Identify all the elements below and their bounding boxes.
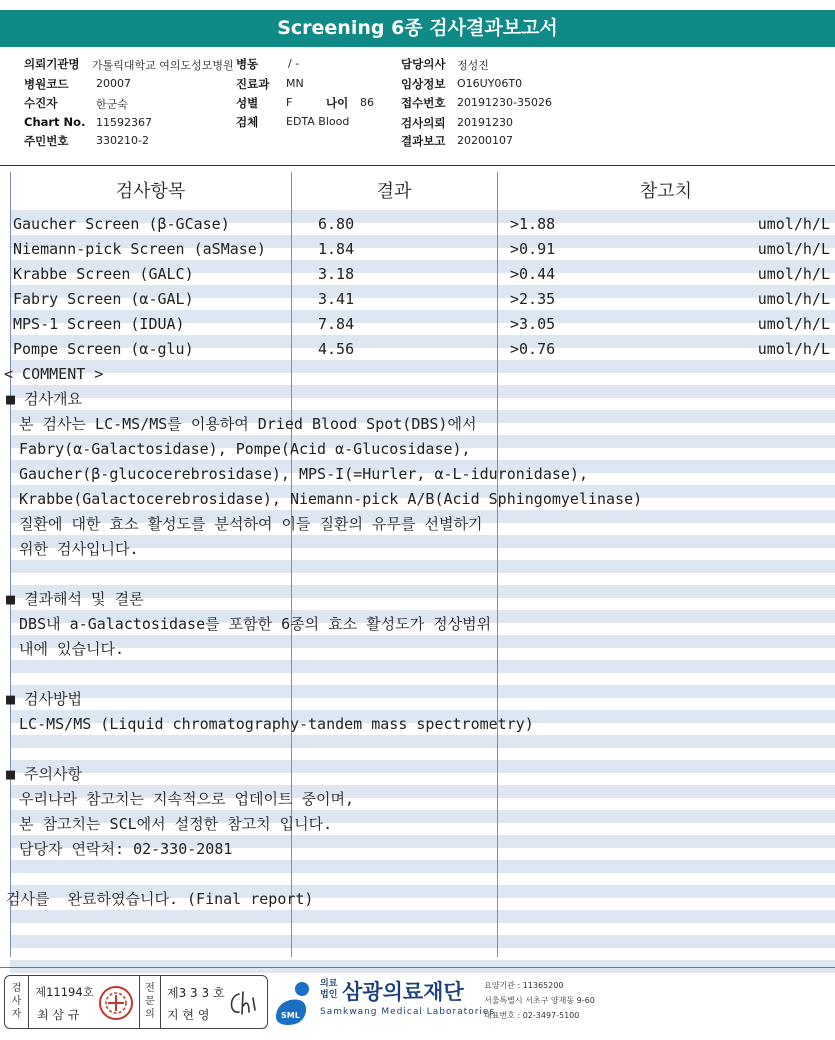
specialist-name: 지 현 영 bbox=[167, 1008, 210, 1022]
patient-info bbox=[0, 56, 835, 156]
request-value: 20191230 bbox=[457, 116, 513, 129]
test-unit: umol/h/L bbox=[757, 315, 830, 333]
test-reference-value: >2.35 bbox=[510, 290, 556, 308]
test-result-value: 1.84 bbox=[318, 240, 355, 258]
age-value: 86 bbox=[360, 96, 374, 109]
examiner-seal bbox=[97, 984, 135, 1022]
rrn-label: 주민번호 bbox=[24, 134, 69, 148]
institution-label: 의뢰기관명 bbox=[24, 57, 80, 71]
examiner-license: 제11194호 bbox=[35, 985, 94, 999]
test-unit: umol/h/L bbox=[757, 265, 830, 283]
doctor-value: 정성진 bbox=[457, 59, 489, 72]
footer-divider bbox=[0, 967, 835, 968]
doctor-label: 담당의사 bbox=[401, 57, 446, 71]
org-code: 요양기관 : 11365200 bbox=[484, 981, 564, 990]
sex-label: 성별 bbox=[236, 96, 259, 110]
comment-line: 검사를 완료하였습니다. (Final report) bbox=[6, 890, 314, 908]
row-band bbox=[10, 560, 835, 573]
result-table bbox=[0, 172, 835, 957]
header-reference: 참고치 bbox=[639, 181, 693, 202]
clinical-label: 임상정보 bbox=[401, 77, 446, 91]
row-band bbox=[10, 935, 835, 948]
test-result-value: 3.41 bbox=[318, 290, 355, 308]
test-unit: umol/h/L bbox=[757, 340, 830, 358]
test-item-name: Gaucher Screen (β-GCase) bbox=[13, 215, 230, 233]
comment-line: 위한 검사입니다. bbox=[10, 540, 139, 558]
test-reference-value: >1.88 bbox=[510, 215, 556, 233]
comment-line: 담당자 연락처: 02-330-2081 bbox=[10, 840, 233, 858]
comment-line: 질환에 대한 효소 활성도를 분석하여 이들 질환의 유무를 선별하기 bbox=[10, 515, 483, 533]
sml-logo-text: SML bbox=[281, 1011, 300, 1020]
test-unit: umol/h/L bbox=[757, 290, 830, 308]
comment-line: Gaucher(β-glucocerebrosidase), MPS-I(=Hurler, α-L-iduronidase), bbox=[10, 465, 588, 483]
specimen-label: 검체 bbox=[236, 115, 259, 129]
table-column-divider bbox=[291, 172, 292, 957]
chart-value: 11592367 bbox=[96, 116, 152, 129]
age-label: 나이 bbox=[326, 96, 349, 110]
comment-line: ■ 검사개요 bbox=[6, 390, 83, 408]
test-unit: umol/h/L bbox=[757, 215, 830, 233]
report-date-value: 20200107 bbox=[457, 134, 513, 147]
row-band bbox=[10, 635, 835, 648]
receipt-value: 20191230-35026 bbox=[457, 96, 552, 109]
rrn-value: 330210-2 bbox=[96, 134, 149, 147]
sml-logo-icon bbox=[272, 977, 314, 1027]
header-item: 검사항목 bbox=[115, 181, 186, 202]
dept-value: MN bbox=[286, 77, 304, 90]
table-column-divider bbox=[497, 172, 498, 957]
report-date-label: 결과보고 bbox=[401, 134, 446, 148]
comment-line: ■ 결과해석 및 결론 bbox=[6, 590, 144, 608]
test-item-name: Niemann-pick Screen (aSMase) bbox=[13, 240, 266, 258]
test-result-value: 7.84 bbox=[318, 315, 355, 333]
org-english-name: Samkwang Medical Laboratories bbox=[320, 1007, 496, 1017]
specialist-license: 제3 3 3 호 bbox=[167, 986, 225, 1000]
clinical-value: O16UY06T0 bbox=[457, 77, 523, 90]
hospital-code-label: 병원코드 bbox=[24, 77, 69, 91]
test-result-value: 3.18 bbox=[318, 265, 355, 283]
ward-label: 병동 bbox=[236, 57, 259, 71]
row-band bbox=[10, 910, 835, 923]
examiner-role: 검 사 자 bbox=[5, 976, 29, 1028]
row-band bbox=[10, 735, 835, 748]
signature-box bbox=[4, 975, 268, 1029]
test-result-value: 4.56 bbox=[318, 340, 355, 358]
row-band bbox=[10, 860, 835, 873]
institution-value: 가톨릭대학교 여의도성모병원 bbox=[92, 59, 234, 72]
comment-line: 본 참고치는 SCL에서 설정한 참고치 입니다. bbox=[10, 815, 333, 833]
patient-label: 수진자 bbox=[24, 96, 58, 110]
test-item-name: Fabry Screen (α-GAL) bbox=[13, 290, 194, 308]
test-reference-value: >0.76 bbox=[510, 340, 556, 358]
test-reference-value: >0.91 bbox=[510, 240, 556, 258]
header-divider bbox=[0, 165, 835, 166]
row-band bbox=[10, 660, 835, 673]
patient-value: 한군숙 bbox=[96, 98, 128, 111]
test-reference-value: >3.05 bbox=[510, 315, 556, 333]
comment-line: LC-MS/MS (Liquid chromatography-tandem mass spectrometry) bbox=[10, 715, 534, 733]
chart-label: Chart No. bbox=[24, 115, 86, 129]
comment-line: ■ 주의사항 bbox=[6, 765, 83, 783]
specialist-signature bbox=[225, 986, 261, 1020]
row-band bbox=[10, 685, 835, 698]
specimen-value: EDTA Blood bbox=[286, 115, 350, 128]
org-name: 삼광의료재단 bbox=[342, 980, 464, 1004]
comment-line: ■ 검사방법 bbox=[6, 690, 83, 708]
comment-line: 우리나라 참고치는 지속적으로 업데이트 중이며, bbox=[10, 790, 354, 808]
test-item-name: Krabbe Screen (GALC) bbox=[13, 265, 194, 283]
test-result-value: 6.80 bbox=[318, 215, 355, 233]
comment-line: Krabbe(Galactocerebrosidase), Niemann-pick A/B(Acid Sphingomyelinase) bbox=[10, 490, 643, 508]
org-address: 서울특별시 서초구 양재동 9-60 bbox=[484, 996, 595, 1005]
sex-value: F bbox=[286, 96, 293, 109]
comment-line: Fabry(α-Galactosidase), Pompe(Acid α-Glucosidase), bbox=[10, 440, 471, 458]
receipt-label: 접수번호 bbox=[401, 96, 446, 110]
row-band bbox=[10, 385, 835, 398]
test-unit: umol/h/L bbox=[757, 240, 830, 258]
specialist-role: 전 문 의 bbox=[139, 976, 161, 1028]
header-result: 결과 bbox=[376, 181, 412, 202]
comment-line: 내에 있습니다. bbox=[10, 640, 125, 658]
org-phone: 대표번호 : 02-3497-5100 bbox=[484, 1011, 580, 1020]
org-logo-block bbox=[272, 975, 832, 1029]
examiner-name: 최 삼 규 bbox=[37, 1008, 80, 1022]
row-band bbox=[10, 360, 835, 373]
request-label: 검사의뢰 bbox=[401, 116, 446, 130]
row-band bbox=[10, 760, 835, 773]
report-title: Screening 6종 검사결과보고서 bbox=[0, 10, 835, 47]
comment-heading: < COMMENT > bbox=[4, 365, 104, 383]
comment-line: DBS내 a-Galactosidase를 포함한 6종의 효소 활성도가 정상범위 bbox=[10, 615, 492, 633]
hospital-code-value: 20007 bbox=[96, 77, 131, 90]
test-item-name: MPS-1 Screen (IDUA) bbox=[13, 315, 185, 333]
comment-line: 본 검사는 LC-MS/MS를 이용하여 Dried Blood Spot(DBS)에서 bbox=[10, 415, 477, 433]
test-item-name: Pompe Screen (α-glu) bbox=[13, 340, 194, 358]
dept-label: 진료과 bbox=[236, 77, 270, 91]
test-reference-value: >0.44 bbox=[510, 265, 556, 283]
ward-value: / - bbox=[288, 57, 300, 70]
org-type: 의료법인 bbox=[320, 979, 338, 1000]
